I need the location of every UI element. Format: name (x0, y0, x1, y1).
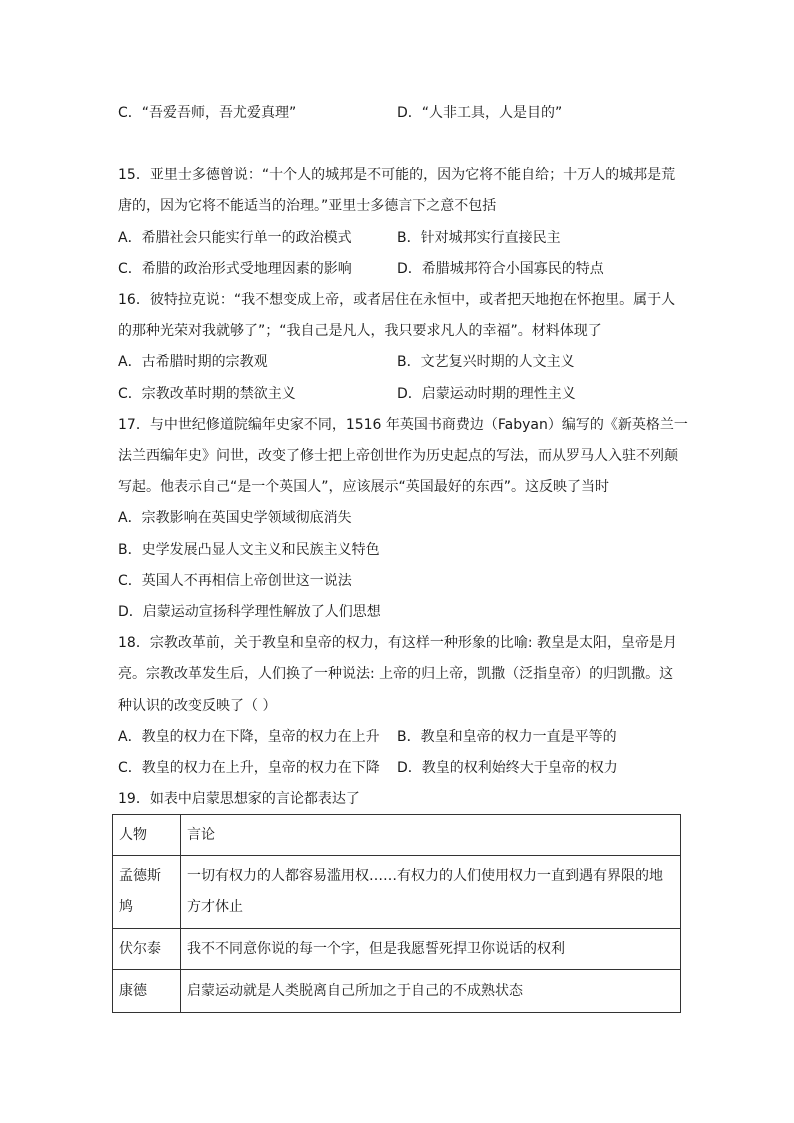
q18-option-b[interactable]: B．教皇和皇帝的权力一直是平等的 (397, 729, 617, 745)
q16-option-b[interactable]: B．文艺复兴时期的人文主义 (397, 354, 575, 370)
table-header-row (113, 815, 681, 856)
q19-stem: 19．如表中启蒙思想家的言论都表达了 (118, 791, 360, 807)
table-cell-quote: 启蒙运动就是人类脱离自己所加之于自己的不成熟状态 (181, 970, 681, 1013)
table-row (113, 970, 681, 1013)
q14-option-c[interactable]: C．“吾爱吾师，吾尤爱真理” (118, 105, 297, 121)
q17-option-b[interactable]: B．史学发展凸显人文主义和民族主义特色 (118, 542, 380, 558)
table-cell-person: 伏尔泰 (113, 929, 181, 970)
table-row (113, 929, 681, 970)
table-cell-quote: 我不不同意你说的每一个字，但是我愿誓死捍卫你说话的权利 (181, 929, 681, 970)
q15-option-d[interactable]: D．希腊城邦符合小国寡民的特点 (397, 261, 604, 277)
q18-stem-line-1: 18．宗教改革前，关于教皇和皇帝的权力，有这样一种形象的比喻: 教皇是太阳，皇帝是月 (118, 635, 677, 651)
q15-option-c[interactable]: C．希腊的政治形式受地理因素的影响 (118, 261, 352, 277)
q16-option-c[interactable]: C．宗教改革时期的禁欲主义 (118, 386, 296, 402)
table-header-person: 人物 (113, 815, 181, 856)
table-row (113, 856, 681, 929)
q15-stem-line-1: 15．亚里士多德曾说：“十个人的城邦是不可能的，因为它将不能自给；十万人的城邦是荒 (118, 167, 676, 183)
q17-stem-line-3: 写起。他表示自己“是一个英国人”，应该展示“英国最好的东西”。这反映了当时 (118, 479, 610, 495)
q16-option-d[interactable]: D．启蒙运动时期的理性主义 (397, 386, 576, 402)
q17-stem-line-2: 法兰西编年史》问世，改变了修士把上帝创世作为历史起点的写法，而从罗马人入驻不列颠 (118, 448, 678, 464)
table-cell-quote: 一切有权力的人都容易滥用权……有权力的人们使用权力一直到遇有界限的地方才休止 (181, 856, 681, 929)
q16-stem-line-2: 的那种光荣对我就够了”；“我自己是凡人，我只要求凡人的幸福”。材料体现了 (118, 323, 602, 339)
q18-stem-line-3: 种认识的改变反映了（ ） (118, 698, 277, 714)
q15-option-b[interactable]: B．针对城邦实行直接民主 (397, 230, 561, 246)
thinkers-table (112, 814, 681, 1013)
q17-option-a[interactable]: A．宗教影响在英国史学领域彻底消失 (118, 510, 352, 526)
table-header-quote: 言论 (181, 815, 681, 856)
q15-option-a[interactable]: A．希腊社会只能实行单一的政治模式 (118, 230, 352, 246)
q18-option-c[interactable]: C．教皇的权力在上升，皇帝的权力在下降 (118, 760, 380, 776)
q14-option-d[interactable]: D．“人非工具，人是目的” (397, 105, 563, 121)
q16-stem-line-1: 16．彼特拉克说：“我不想变成上帝，或者居住在永恒中，或者把天地抱在怀抱里。属于人 (118, 292, 676, 308)
q17-stem-line-1: 17．与中世纪修道院编年史家不同，1516 年英国书商费边（Fabyan）编写的《新英格兰一 (118, 417, 688, 433)
table-cell-person: 康德 (113, 970, 181, 1013)
q17-option-c[interactable]: C．英国人不再相信上帝创世这一说法 (118, 573, 352, 589)
q17-option-d[interactable]: D．启蒙运动宣扬科学理性解放了人们思想 (118, 604, 381, 620)
q18-option-a[interactable]: A．教皇的权力在下降，皇帝的权力在上升 (118, 729, 380, 745)
q15-stem-line-2: 唐的，因为它将不能适当的治理。”亚里士多德言下之意不包括 (118, 198, 497, 214)
q16-option-a[interactable]: A．古希腊时期的宗教观 (118, 354, 268, 370)
table-cell-person: 孟德斯鸠 (113, 856, 181, 929)
q18-option-d[interactable]: D．教皇的权利始终大于皇帝的权力 (397, 760, 618, 776)
q18-stem-line-2: 亮。宗教改革发生后，人们换了一种说法: 上帝的归上帝，凯撒（泛指皇帝）的归凯撒。这 (118, 666, 674, 682)
